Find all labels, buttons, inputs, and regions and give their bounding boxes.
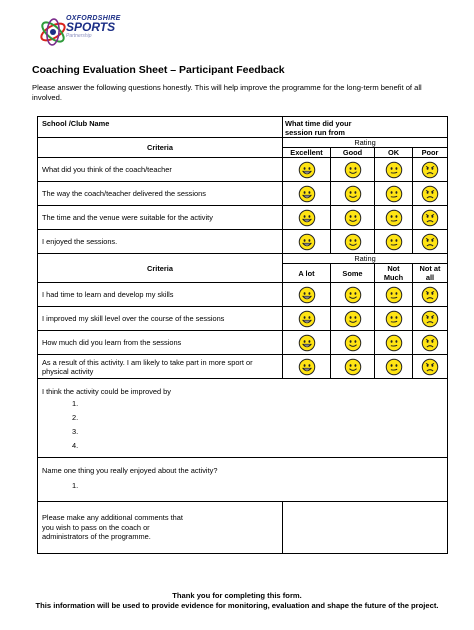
rating-option-excellent[interactable]: [283, 182, 331, 206]
rating-option-good[interactable]: [331, 158, 375, 182]
logo: [38, 14, 158, 50]
question-label: What did you think of the coach/teacher: [38, 158, 283, 182]
col-good: Good: [331, 148, 375, 158]
rating-row: [38, 307, 448, 331]
rating-option-not-much[interactable]: [375, 331, 413, 355]
logo-line3: Partnership: [66, 33, 92, 39]
rating-header-1: Rating: [283, 138, 448, 148]
evaluation-table: [37, 116, 448, 554]
col-some: Some: [331, 264, 375, 283]
smiling-face-icon: [344, 209, 362, 227]
rating-option-some[interactable]: [331, 283, 375, 307]
smiling-face-icon: [344, 185, 362, 203]
enjoyed-field[interactable]: [38, 458, 448, 502]
neutral-face-icon: [385, 358, 403, 376]
rating-option-not-much[interactable]: [375, 283, 413, 307]
col-not-at-all: Not at all: [413, 264, 448, 283]
rating-option-not-much[interactable]: [375, 307, 413, 331]
col-not-much: Not Much: [375, 264, 413, 283]
grinning-face-icon: [298, 286, 316, 304]
rating-option-ok[interactable]: [375, 206, 413, 230]
school-name-field[interactable]: [38, 117, 283, 138]
rating-option-a-lot[interactable]: [283, 355, 331, 379]
rating-option-not-at-all[interactable]: [413, 307, 448, 331]
page-title: Coaching Evaluation Sheet – Participant Feedback: [32, 64, 285, 76]
rating-option-poor[interactable]: [413, 158, 448, 182]
rating-option-ok[interactable]: [375, 158, 413, 182]
frowning-face-icon: [421, 310, 439, 328]
comments-label-cell: [38, 502, 283, 554]
logo-line1: OXFORDSHIRE: [66, 15, 121, 22]
footer-line2: This information will be used to provide evidence for monitoring, evaluation and shape the future of the project.: [35, 600, 439, 610]
session-time-field[interactable]: [283, 117, 448, 138]
question-label: I improved my skill level over the course of the sessions: [38, 307, 283, 331]
grinning-face-icon: [298, 161, 316, 179]
rating-option-poor[interactable]: [413, 206, 448, 230]
frowning-face-icon: [421, 185, 439, 203]
enjoyed-label: Name one thing you really enjoyed about the activity?: [42, 466, 218, 475]
rating-option-poor[interactable]: [413, 182, 448, 206]
rating-option-a-lot[interactable]: [283, 283, 331, 307]
frowning-face-icon: [421, 358, 439, 376]
rating-row: [38, 331, 448, 355]
rating-row: [38, 206, 448, 230]
improvement-item-2: 2.: [72, 413, 79, 422]
rating-option-a-lot[interactable]: [283, 331, 331, 355]
question-label: As a result of this activity. I am likely to take part in more sport or physical activity: [38, 355, 283, 379]
improvement-item-3: 3.: [72, 427, 79, 436]
footer-line1: Thank you for completing this form.: [172, 591, 302, 600]
session-time-label: What time did your session run from: [285, 119, 352, 137]
question-label: I had time to learn and develop my skills: [38, 283, 283, 307]
rating-option-good[interactable]: [331, 230, 375, 254]
enjoyed-item-1: 1.: [72, 481, 79, 490]
neutral-face-icon: [385, 185, 403, 203]
improvement-item-1: 1.: [72, 399, 79, 408]
rating-option-ok[interactable]: [375, 230, 413, 254]
rating-option-some[interactable]: [331, 355, 375, 379]
smiling-face-icon: [344, 358, 362, 376]
rating-row: [38, 182, 448, 206]
comments-field[interactable]: [283, 502, 448, 554]
rating-option-excellent[interactable]: [283, 158, 331, 182]
smiling-face-icon: [344, 310, 362, 328]
grinning-face-icon: [298, 233, 316, 251]
neutral-face-icon: [385, 161, 403, 179]
question-label: The way the coach/teacher delivered the sessions: [38, 182, 283, 206]
improvement-item-4: 4.: [72, 441, 79, 450]
rating-row: [38, 230, 448, 254]
col-ok: OK: [375, 148, 413, 158]
frowning-face-icon: [421, 161, 439, 179]
neutral-face-icon: [385, 310, 403, 328]
rating-option-not-at-all[interactable]: [413, 331, 448, 355]
neutral-face-icon: [385, 209, 403, 227]
neutral-face-icon: [385, 334, 403, 352]
smiling-face-icon: [344, 334, 362, 352]
question-label: I enjoyed the sessions.: [38, 230, 283, 254]
rating-row: [38, 283, 448, 307]
improvement-field[interactable]: [38, 379, 448, 458]
rating-option-excellent[interactable]: [283, 230, 331, 254]
rating-option-a-lot[interactable]: [283, 307, 331, 331]
improvement-label: I think the activity could be improved by: [42, 387, 171, 396]
neutral-face-icon: [385, 233, 403, 251]
grinning-face-icon: [298, 358, 316, 376]
rating-option-good[interactable]: [331, 206, 375, 230]
neutral-face-icon: [385, 286, 403, 304]
rating-row: [38, 158, 448, 182]
col-excellent: Excellent: [283, 148, 331, 158]
frowning-face-icon: [421, 286, 439, 304]
school-name-label: School /Club Name: [42, 119, 110, 128]
grinning-face-icon: [298, 310, 316, 328]
smiling-face-icon: [344, 233, 362, 251]
rating-option-poor[interactable]: [413, 230, 448, 254]
grinning-face-icon: [298, 209, 316, 227]
frowning-face-icon: [421, 233, 439, 251]
frowning-face-icon: [421, 209, 439, 227]
criteria-header-2: Criteria: [38, 254, 283, 283]
rating-option-not-much[interactable]: [375, 355, 413, 379]
criteria-header-1: Criteria: [38, 138, 283, 158]
question-label: How much did you learn from the sessions: [38, 331, 283, 355]
frowning-face-icon: [421, 334, 439, 352]
grinning-face-icon: [298, 185, 316, 203]
rating-option-good[interactable]: [331, 182, 375, 206]
col-poor: Poor: [413, 148, 448, 158]
rating-row: [38, 355, 448, 379]
rating-option-excellent[interactable]: [283, 206, 331, 230]
sports-partnership-logo-icon: [38, 14, 68, 50]
smiling-face-icon: [344, 161, 362, 179]
comments-label: Please make any additional comments that you wish to pass on the coach or administrators of the programme.: [42, 513, 183, 542]
rating-option-some[interactable]: [331, 331, 375, 355]
grinning-face-icon: [298, 334, 316, 352]
col-a-lot: A lot: [283, 264, 331, 283]
intro-text: Please answer the following questions honestly. This will help improve the programme for the long-term benefit of all involved.: [32, 83, 422, 102]
logo-line2: SPORTS: [66, 20, 116, 34]
rating-option-not-at-all[interactable]: [413, 355, 448, 379]
smiling-face-icon: [344, 286, 362, 304]
rating-option-ok[interactable]: [375, 182, 413, 206]
rating-option-not-at-all[interactable]: [413, 283, 448, 307]
question-label: The time and the venue were suitable for the activity: [38, 206, 283, 230]
rating-option-some[interactable]: [331, 307, 375, 331]
rating-header-2: Rating: [283, 254, 448, 264]
footer: [0, 591, 474, 610]
